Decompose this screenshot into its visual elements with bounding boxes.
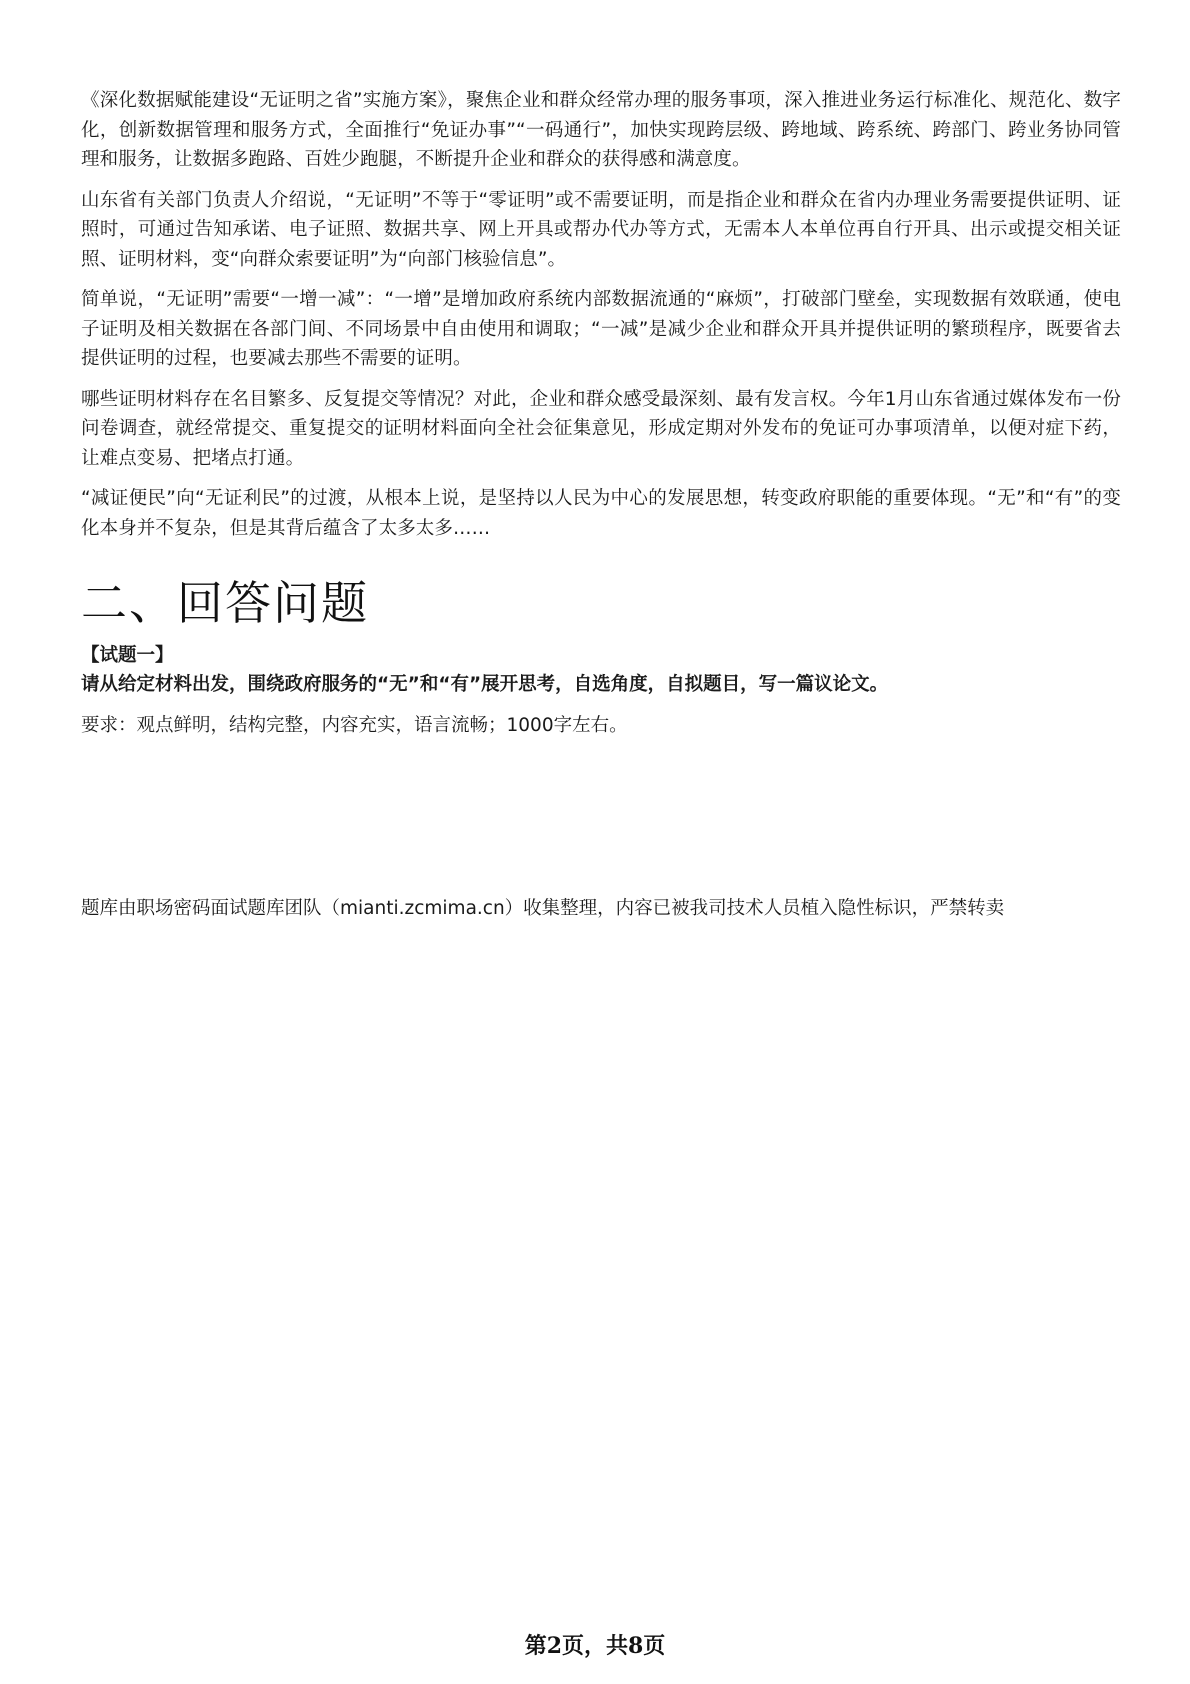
question-prompt: 请从给定材料出发，围绕政府服务的“无”和“有”展开思考，自选角度，自拟题目，写一篇议论文。 xyxy=(81,674,889,695)
paragraph-2: 山东省有关部门负责人介绍说，“无证明”不等于“零证明”或不需要证明，而是指企业和群众在省内办理业务需要提供证明、证照时，可通过告知承诺、电子证照、数据共享、网上开具或帮办代办等方式，无需本人本单位再自行开具、出示或提交相关证照、证明材料，变“向群众索要证明”为“向部门核验信息”。 xyxy=(81,189,1121,270)
page-number: 第2页，共8页 xyxy=(524,1633,666,1659)
paragraph-5: “减证便民”向“无证利民”的过渡，从根本上说，是坚持以人民为中心的发展思想，转变政府职能的重要体现。“无”和“有”的变化本身并不复杂，但是其背后蕴含了太多太多…… xyxy=(81,488,1121,539)
paragraph-1: 《深化数据赋能建设“无证明之省”实施方案》，聚焦企业和群众经常办理的服务事项，深入推进业务运行标准化、规范化、数字化，创新数据管理和服务方式，全面推行“免证办事”“一码通行”，加快实现跨层级、跨地域、跨系统、跨部门、跨业务协同管理和服务，让数据多跑路、百姓少跑腿，不断提升企业和群众的获得感和满意度。 xyxy=(81,90,1121,170)
question-requirements: 要求：观点鲜明，结构完整，内容充实，语言流畅；1000字左右。 xyxy=(81,715,628,736)
section-heading: 二、回答问题 xyxy=(81,576,369,630)
copyright-note: 题库由职场密码面试题库团队（mianti.zcmima.cn）收集整理，内容已被我司技术人员植入隐性标识，严禁转卖 xyxy=(81,898,1005,919)
paragraph-4: 哪些证明材料存在名目繁多、反复提交等情况？对此，企业和群众感受最深刻、最有发言权。今年1月山东省通过媒体发布一份问卷调查，就经常提交、重复提交的证明材料面向全社会征集意见，形成定期对外发布的免证可办事项清单，以便对症下药，让难点变易、把堵点打通。 xyxy=(81,388,1121,469)
question-label: 【试题一】 xyxy=(81,645,174,666)
document-body xyxy=(81,86,1121,740)
paragraph-3: 简单说，“无证明”需要“一增一减”：“一增”是增加政府系统内部数据流通的“麻烦”，打破部门壁垒，实现数据有效联通，使电子证明及相关数据在各部门间、不同场景中自由使用和调取；“一减”是减少企业和群众开具并提供证明的繁琐程序，既要省去提供证明的过程，也要减去那些不需要的证明。 xyxy=(81,289,1121,369)
